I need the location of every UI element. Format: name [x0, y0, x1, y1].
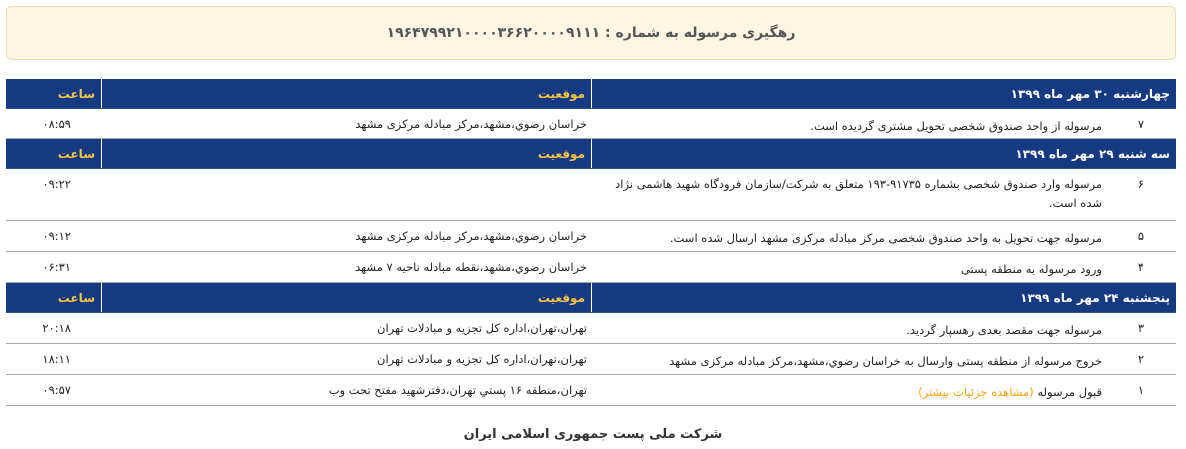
row-time: ۲۰:۱۸: [42, 321, 71, 335]
row-location: تهران،تهران،اداره کل تجزیه و مبادلات تهران: [377, 352, 587, 366]
row-number: ۵: [1137, 229, 1145, 243]
date-header: [6, 139, 1176, 169]
row-time: ۰۹:۵۷: [42, 383, 71, 397]
row-number: ۴: [1137, 260, 1145, 274]
row-time: ۱۸:۱۱: [42, 352, 71, 366]
table-row: [6, 375, 1176, 406]
row-location: خراسان رضوي،مشهد،مرکز مبادله مرکزی مشهد: [355, 117, 587, 131]
row-number: ۳: [1137, 321, 1145, 335]
table-row: [6, 221, 1176, 252]
row-number: ۱: [1137, 383, 1145, 397]
row-location: خراسان رضوي،مشهد،نقطه مبادله ناحیه ۷ مشهد: [355, 260, 587, 274]
table-row: [6, 252, 1176, 283]
row-description: ورود مرسوله به منطقه پستی: [960, 262, 1102, 276]
row-description: مرسوله از واحد صندوق شخصی تحویل مشتری گردیده است.: [810, 119, 1102, 133]
table-row: [6, 169, 1176, 221]
row-time: ۰۹:۲۲: [42, 177, 71, 191]
row-description: [591, 375, 1106, 405]
tracking-title: رهگیری مرسوله به شماره : ۱۹۶۴۷۹۹۲۱۰۰۰۰۳۶۶۲۰۰۰۰۹۱۱۱: [386, 25, 796, 41]
row-location: تهران،منطقه ۱۶ پستي تهران،دفترشهید مفتح تحت وب: [328, 383, 587, 397]
tracking-table: [6, 79, 1176, 406]
table-row: [6, 344, 1176, 375]
date-label: سه شنبه ۲۹ مهر ماه ۱۳۹۹: [591, 139, 1176, 168]
location-column-header: موقعیت: [101, 79, 591, 108]
row-time: ۰۸:۵۹: [42, 117, 71, 131]
row-description: مرسوله جهت تحویل به واحد صندوق شخصی مرکز مبادله مرکزی مشهد ارسال شده است.: [669, 231, 1102, 245]
tracking-banner: [6, 6, 1176, 60]
row-number: ۲: [1137, 352, 1145, 366]
footer-company-name: شرکت ملی پست جمهوری اسلامی ایران: [463, 427, 723, 442]
row-location: [101, 169, 591, 220]
date-label: چهارشنبه ۳۰ مهر ماه ۱۳۹۹: [591, 79, 1176, 108]
row-location: خراسان رضوي،مشهد،مرکز مبادله مرکزی مشهد: [355, 229, 587, 243]
date-header: [6, 283, 1176, 313]
row-time: ۰۶:۳۱: [42, 260, 71, 274]
row-description: مرسوله جهت مقصد بعدی رهسپار گردید.: [906, 323, 1102, 337]
row-number: ۷: [1137, 117, 1145, 131]
more-details-link[interactable]: (مشاهده جزئیات بیشتر): [918, 385, 1034, 399]
table-row: [6, 313, 1176, 344]
row-description-text: قبول مرسوله: [1037, 385, 1102, 399]
date-label: پنجشنبه ۲۴ مهر ماه ۱۳۹۹: [591, 283, 1176, 312]
time-column-header: ساعت: [57, 86, 95, 101]
row-description: خروج مرسوله از منطقه پستی وارسال به خراسان رضوي،مشهد،مرکز مبادله مرکزی مشهد: [669, 354, 1102, 368]
location-column-header: موقعیت: [101, 139, 591, 168]
location-column-header: موقعیت: [101, 283, 591, 312]
time-column-header: ساعت: [57, 290, 95, 305]
time-column-header: ساعت: [57, 146, 95, 161]
row-location: تهران،تهران،اداره کل تجزیه و مبادلات تهران: [377, 321, 587, 335]
table-row: [6, 109, 1176, 139]
date-header: [6, 79, 1176, 109]
row-description: مرسوله وارد صندوق شخصی بشماره ۹۱۷۳۵-۱۹۳ متعلق به شرکت/سازمان فرودگاه شهید هاشمی نژاد شده است.: [615, 177, 1102, 210]
row-time: ۰۹:۱۲: [42, 229, 71, 243]
row-number: ۶: [1137, 177, 1145, 191]
